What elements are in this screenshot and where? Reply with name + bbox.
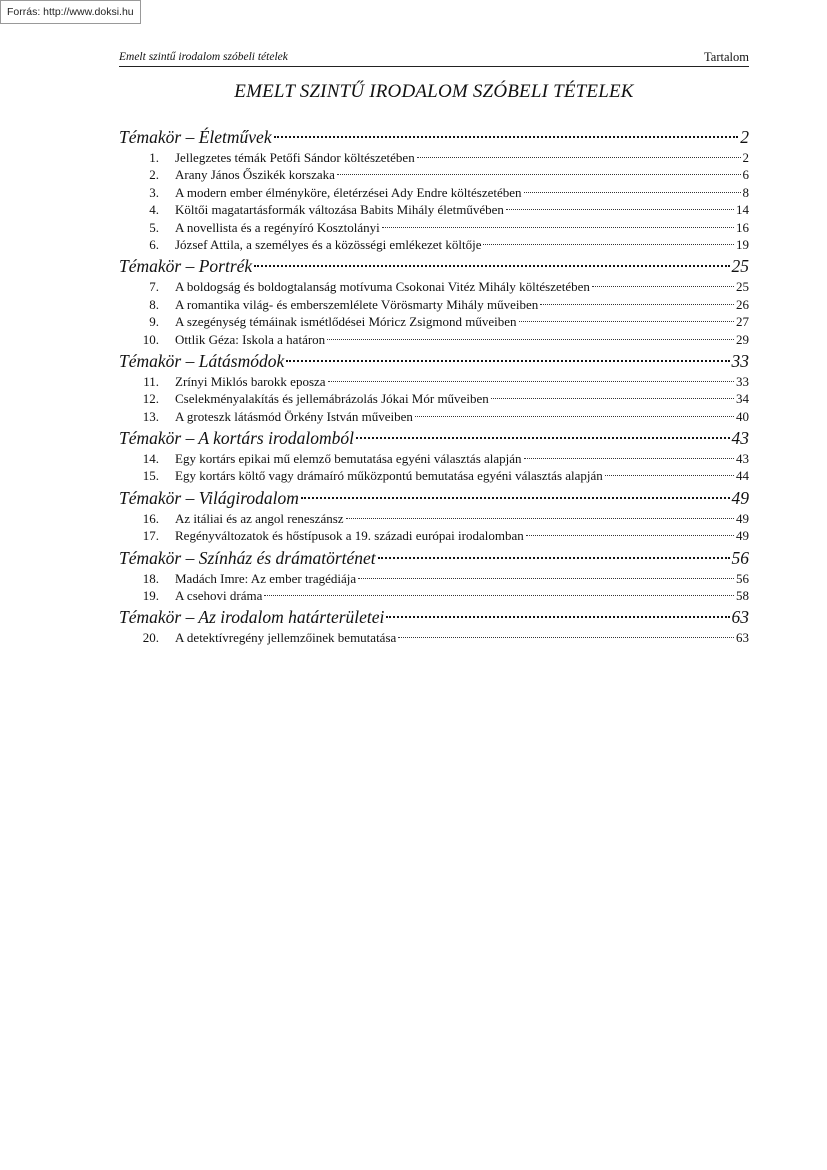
- toc-entry[interactable]: [119, 331, 749, 348]
- entry-title: Cselekményalakítás és jellemábrázolás Jókai Mór műveiben: [175, 391, 489, 407]
- toc-section-heading[interactable]: [119, 427, 749, 450]
- entry-number: 13.: [142, 408, 159, 424]
- entry-number: 18.: [142, 570, 159, 586]
- entry-title: A boldogság és boldogtalanság motívuma Csokonai Vitéz Mihály költészetében: [175, 279, 590, 295]
- document-title: EMELT SZINTŰ IRODALOM SZÓBELI TÉTELEK: [234, 81, 634, 102]
- entry-title: A csehovi dráma: [175, 588, 263, 604]
- entry-page: 58: [736, 588, 749, 604]
- dot-leader: [506, 209, 734, 210]
- entry-page: 44: [736, 468, 749, 484]
- entry-title: A romantika világ- és emberszemlélete Vörösmarty Mihály műveiben: [175, 296, 539, 312]
- toc-entry[interactable]: [119, 450, 749, 467]
- toc-entry[interactable]: [119, 184, 749, 201]
- entry-title: A groteszk látásmód Örkény István műveiben: [175, 408, 413, 424]
- entry-number: 1.: [149, 150, 159, 165]
- dot-leader: [524, 458, 734, 459]
- toc-section: [119, 255, 749, 348]
- entry-page: 49: [736, 510, 749, 526]
- table-of-contents: [119, 126, 749, 649]
- entry-page: 40: [736, 408, 749, 424]
- section-title: Témakör – Színház és drámatörténet: [119, 547, 376, 568]
- toc-section: [119, 350, 749, 425]
- dot-leader: [337, 174, 741, 175]
- dot-leader: [264, 595, 734, 596]
- toc-entry[interactable]: [119, 629, 749, 646]
- toc-section-heading[interactable]: [119, 126, 749, 149]
- toc-entry[interactable]: [119, 219, 749, 236]
- entry-title: József Attila, a személyes és a közösségi emlékezet költője: [175, 236, 482, 252]
- entry-page: 49: [736, 528, 749, 544]
- entry-title: Ottlik Géza: Iskola a határon: [175, 331, 326, 347]
- entry-page: 25: [736, 279, 749, 295]
- entry-page: 16: [736, 219, 749, 235]
- entry-number: 19.: [142, 588, 159, 604]
- entry-page: 6: [742, 167, 749, 183]
- entry-number: 12.: [142, 391, 159, 407]
- entry-page: 29: [736, 331, 749, 347]
- dot-leader: [386, 616, 729, 618]
- toc-entry[interactable]: [119, 373, 749, 390]
- dot-leader: [254, 265, 729, 267]
- entry-page: 33: [736, 373, 749, 389]
- dot-leader: [415, 416, 734, 417]
- entry-page: 19: [736, 236, 749, 252]
- entry-page: 43: [736, 451, 749, 467]
- entry-title: Egy kortárs epikai mű elemző bemutatása egyéni választás alapján: [175, 451, 522, 467]
- toc-entry[interactable]: [119, 570, 749, 587]
- dot-leader: [328, 381, 734, 382]
- section-page: 25: [731, 256, 749, 277]
- toc-entry[interactable]: [119, 408, 749, 425]
- running-header: [119, 50, 749, 67]
- entry-number: 14.: [142, 451, 159, 467]
- dot-leader: [378, 557, 730, 559]
- toc-section-heading[interactable]: [119, 350, 749, 373]
- dot-leader: [483, 244, 734, 245]
- dot-leader: [274, 136, 739, 138]
- entry-number: 3.: [149, 184, 159, 200]
- entry-page: 63: [736, 630, 749, 646]
- header-left: Emelt szintű irodalom szóbeli tételek: [119, 51, 288, 63]
- entry-page: 8: [742, 184, 749, 200]
- entry-number: 17.: [142, 528, 159, 544]
- dot-leader: [301, 497, 730, 499]
- entry-title: A modern ember élményköre, életérzései Ady Endre költészetében: [175, 184, 522, 200]
- dot-leader: [524, 192, 741, 193]
- entry-page: 34: [736, 391, 749, 407]
- entry-page: 14: [736, 202, 749, 218]
- toc-entry[interactable]: [119, 527, 749, 544]
- dot-leader: [382, 227, 734, 228]
- toc-entry[interactable]: [119, 467, 749, 484]
- dot-leader: [356, 437, 730, 439]
- entry-number: 8.: [149, 296, 159, 312]
- section-title: Témakör – Az irodalom határterületei: [119, 607, 385, 628]
- toc-section-heading[interactable]: [119, 547, 749, 570]
- section-page: 63: [731, 607, 749, 628]
- section-page: 56: [731, 547, 749, 568]
- section-page: 43: [731, 428, 749, 449]
- toc-section: [119, 126, 749, 253]
- toc-section: [119, 547, 749, 605]
- entry-title: Madách Imre: Az ember tragédiája: [175, 570, 357, 586]
- section-title: Témakör – A kortárs irodalomból: [119, 428, 354, 449]
- source-label[interactable]: Forrás: http://www.doksi.hu: [0, 0, 141, 24]
- section-page: 2: [740, 127, 749, 147]
- entry-number: 6.: [149, 236, 159, 252]
- dot-leader: [417, 157, 741, 158]
- entry-title: A detektívregény jellemzőinek bemutatása: [175, 630, 397, 646]
- dot-leader: [526, 535, 734, 536]
- entry-title: Az itáliai és az angol reneszánsz: [175, 510, 344, 526]
- toc-section: [119, 487, 749, 545]
- entry-number: 7.: [149, 279, 159, 295]
- toc-section-heading[interactable]: [119, 255, 749, 278]
- section-page: 33: [731, 350, 749, 371]
- section-title: Témakör – Világirodalom: [119, 487, 299, 508]
- entry-number: 4.: [149, 202, 159, 218]
- toc-section: [119, 427, 749, 485]
- section-title: Témakör – Életművek: [119, 127, 272, 147]
- entry-title: A novellista és a regényíró Kosztolányi: [175, 219, 380, 235]
- toc-entry[interactable]: [119, 390, 749, 407]
- entry-page: 26: [736, 296, 749, 312]
- entry-number: 10.: [142, 331, 159, 347]
- dot-leader: [540, 304, 734, 305]
- section-title: Témakör – Portrék: [119, 256, 253, 277]
- toc-entry[interactable]: [119, 236, 749, 253]
- dot-leader: [346, 518, 734, 519]
- entry-title: Regényváltozatok és hőstípusok a 19. századi európai irodalomban: [175, 528, 524, 544]
- dot-leader: [398, 637, 734, 638]
- entry-title: A szegénység témáinak ismétlődései Móricz Zsigmond műveiben: [175, 314, 517, 330]
- dot-leader: [592, 286, 734, 287]
- dot-leader: [286, 360, 729, 362]
- toc-entry[interactable]: [119, 278, 749, 295]
- toc-entry[interactable]: [119, 296, 749, 313]
- entry-title: Zrínyi Miklós barokk eposza: [175, 373, 326, 389]
- entry-number: 20.: [142, 630, 159, 646]
- toc-entry[interactable]: [119, 149, 749, 166]
- entry-number: 11.: [143, 373, 159, 389]
- toc-entry[interactable]: [119, 201, 749, 218]
- toc-entry[interactable]: [119, 313, 749, 330]
- toc-section-heading[interactable]: [119, 487, 749, 510]
- header-right: Tartalom: [704, 50, 749, 64]
- entry-page: 27: [736, 314, 749, 330]
- entry-number: 15.: [142, 468, 159, 484]
- dot-leader: [358, 578, 734, 579]
- dot-leader: [491, 398, 734, 399]
- toc-entry[interactable]: [119, 166, 749, 183]
- toc-section-heading[interactable]: [119, 606, 749, 629]
- entry-title: Arany János Őszikék korszaka: [175, 167, 335, 183]
- entry-title: Jellegzetes témák Petőfi Sándor költészetében: [175, 150, 415, 165]
- toc-entry[interactable]: [119, 510, 749, 527]
- section-page: 49: [731, 487, 749, 508]
- entry-page: 2: [742, 150, 749, 165]
- dot-leader: [519, 321, 734, 322]
- section-title: Témakör – Látásmódok: [119, 350, 285, 371]
- dot-leader: [327, 339, 734, 340]
- entry-number: 16.: [142, 510, 159, 526]
- entry-title: Egy kortárs költő vagy drámaíró műközpontú bemutatása egyéni választás alapján: [175, 468, 603, 484]
- toc-entry[interactable]: [119, 587, 749, 604]
- entry-number: 9.: [149, 314, 159, 330]
- entry-number: 2.: [149, 167, 159, 183]
- entry-page: 56: [736, 570, 749, 586]
- dot-leader: [605, 475, 734, 476]
- entry-number: 5.: [149, 219, 159, 235]
- entry-title: Költői magatartásformák változása Babits Mihály életművében: [175, 202, 504, 218]
- toc-section: [119, 606, 749, 646]
